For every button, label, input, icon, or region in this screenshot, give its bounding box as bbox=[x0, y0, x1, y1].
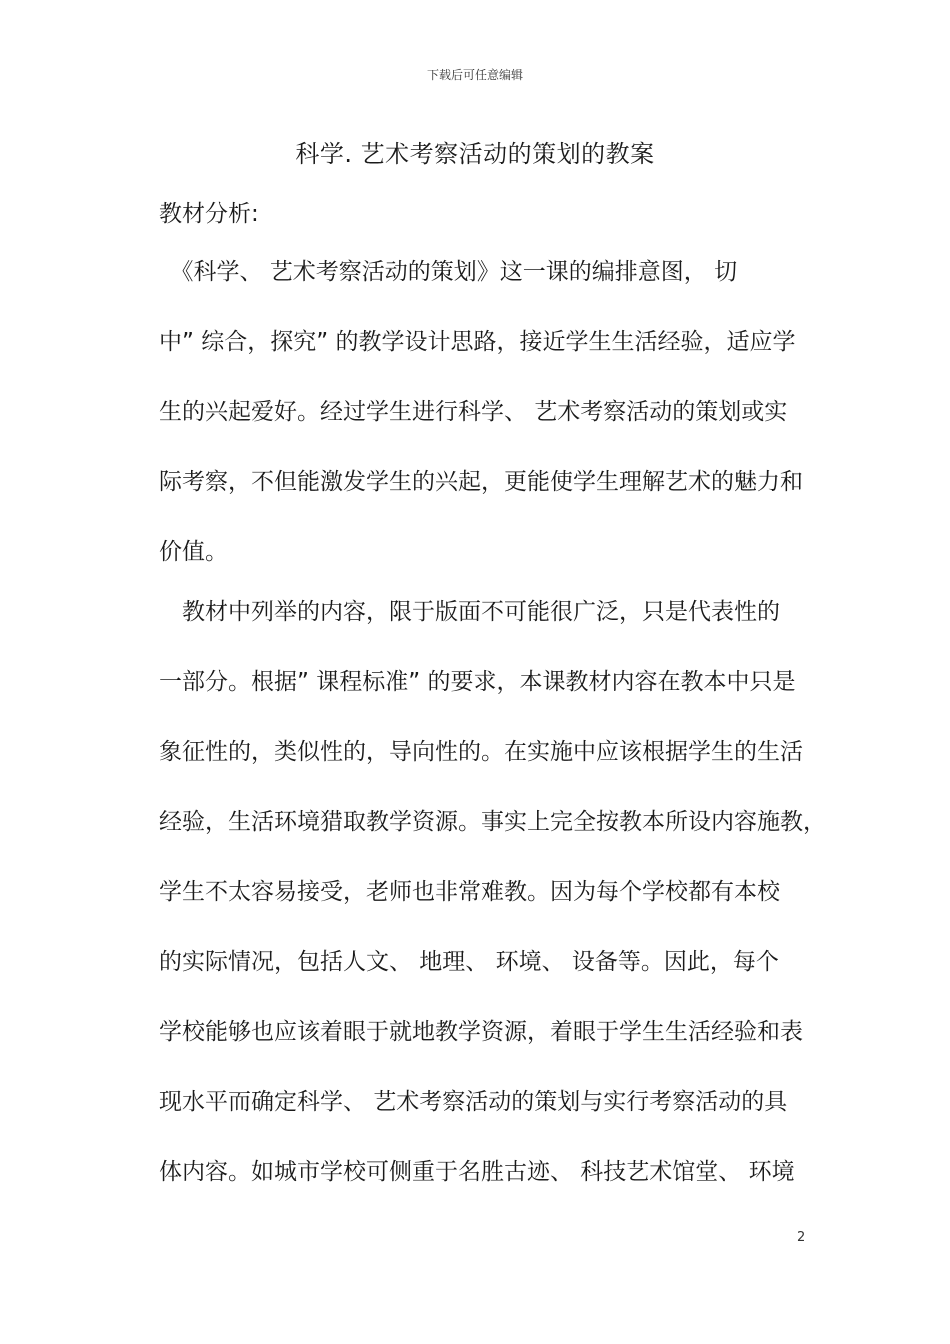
paragraph-line: 际考察，不但能激发学生的兴起，更能使学生理解艺术的魅力和 bbox=[159, 469, 803, 495]
paragraph-line: 学生不太容易接受，老师也非常难教。因为每个学校都有本校 bbox=[159, 879, 780, 905]
page-header: 下载后可任意编辑 bbox=[426, 68, 523, 82]
paragraph-line: 的实际情况，包括人文、 地理、 环境、 设备等。因此，每个 bbox=[159, 949, 779, 975]
paragraph-line: 生的兴起爱好。经过学生进行科学、 艺术考察活动的策划或实 bbox=[159, 399, 788, 425]
section-heading: 教材分析: bbox=[159, 201, 259, 227]
paragraph-line: 价值。 bbox=[159, 539, 228, 565]
document-title: 科学. 艺术考察活动的策划的教案 bbox=[295, 140, 655, 168]
paragraph-line: 现水平而确定科学、 艺术考察活动的策划与实行考察活动的具 bbox=[159, 1089, 788, 1115]
paragraph-line: 教材中列举的内容，限于版面不可能很广泛，只是代表性的 bbox=[159, 599, 780, 625]
paragraph-line: 经验，生活环境猎取教学资源。事实上完全按教本所设内容施教， bbox=[159, 809, 826, 835]
paragraph-line: 体内容。如城市学校可侧重于名胜古迹、 科技艺术馆堂、 环境 bbox=[159, 1159, 795, 1185]
paragraph-line: 一部分。根据” 课程标准” 的要求，本课教材内容在教本中只是 bbox=[159, 669, 796, 695]
paragraph-line: 学校能够也应该着眼于就地教学资源，着眼于学生生活经验和表 bbox=[159, 1019, 803, 1045]
paragraph-line: 中” 综合，探究” 的教学设计思路，接近学生生活经验，适应学 bbox=[159, 329, 796, 355]
paragraph-line: 《科学、 艺术考察活动的策划》这一课的编排意图， 切 bbox=[159, 259, 738, 285]
paragraph-line: 象征性的，类似性的，导向性的。在实施中应该根据学生的生活 bbox=[159, 739, 803, 765]
page-number: 2 bbox=[797, 1230, 806, 1245]
